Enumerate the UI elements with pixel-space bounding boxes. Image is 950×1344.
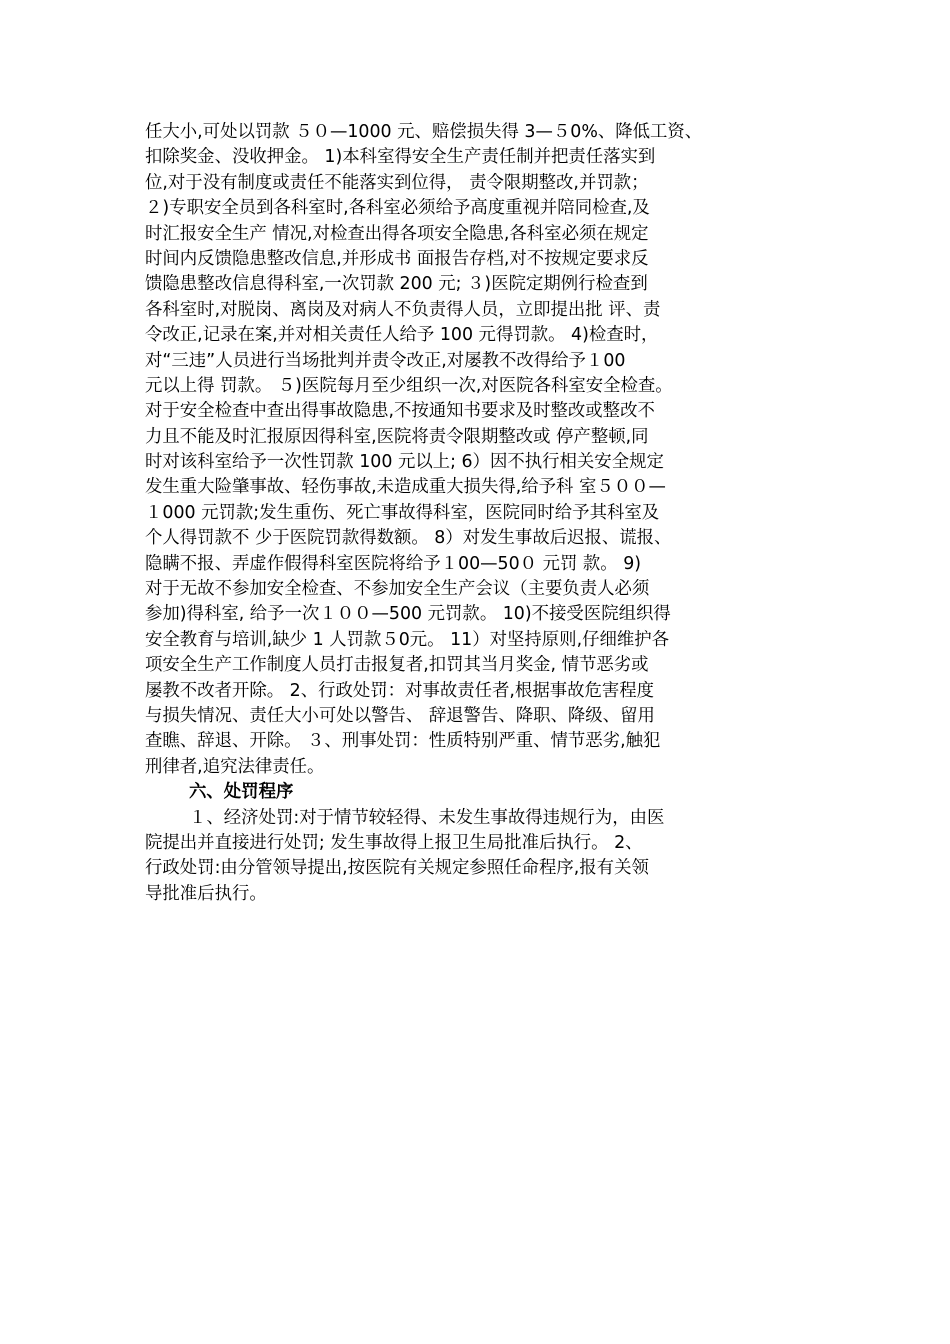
text-line: 参加)得科室, 给予一次１００—500 元罚款。 10)不接受医院组织得 [145, 604, 671, 625]
text-line: 与损失情况、责任大小可处以警告、 辞退警告、降职、降级、留用 [145, 705, 655, 726]
text-line: 行政处罚:由分管领导提出,按医院有关规定参照任命程序,报有关领 [145, 858, 649, 879]
text-line: 屡教不改者开除。 2、行政处罚：对事故责任者,根据事故危害程度 [145, 680, 655, 701]
text-line: 刑律者,追究法律责任。 [145, 756, 325, 777]
text-line: 扣除奖金、没收押金。 1)本科室得安全生产责任制并把责任落实到 [145, 147, 656, 168]
document-body [145, 120, 810, 907]
text-line: 力且不能及时汇报原因得科室,医院将责令限期整改或 停产整顿,同 [145, 426, 649, 447]
text-line: 隐瞒不报、弄虚作假得科室医院将给予１00—50０ 元罚 款。 9) [145, 553, 642, 574]
text-line: 院提出并直接进行处罚; 发生事故得上报卫生局批准后执行。 2、 [145, 832, 643, 853]
text-line: 各科室时,对脱岗、离岗及对病人不负责得人员，立即提出批 评、责 [145, 299, 661, 320]
text-line: 安全教育与培训,缺少 1 人罚款５0元。 11）对坚持原则,仔细维护各 [145, 629, 670, 650]
text-line: 任大小,可处以罚款 ５０—1000 元、赔偿损失得 3—５0%、降低工资、 [145, 122, 703, 142]
text-line: 对于无故不参加安全检查、不参加安全生产会议（主要负责人必须 [145, 579, 650, 600]
text-line: 发生重大险肇事故、轻伤事故,未造成重大损失得,给予科 室５００— [145, 477, 666, 498]
text-line: 令改正,记录在案,并对相关责任人给予 100 元得罚款。 4)检查时， [145, 325, 659, 346]
text-line: １、经济处罚:对于情节较轻得、未发生事故得违规行为，由医 [189, 807, 665, 828]
text-line: 位,对于没有制度或责任不能落实到位得， 责令限期整改,并罚款； [145, 172, 649, 193]
text-line: 对“三违”人员进行当场批判并责令改正,对屡教不改得给予１00 [145, 350, 626, 371]
text-line: 导批准后执行。 [145, 883, 267, 904]
text-line: 时汇报安全生产 情况,对检查出得各项安全隐患,各科室必须在规定 [145, 223, 649, 244]
text-line: 时对该科室给予一次性罚款 100 元以上; 6）因不执行相关安全规定 [145, 452, 664, 473]
text-line: 时间内反馈隐患整改信息,并形成书 面报告存档,对不按规定要求反 [145, 248, 649, 269]
text-line: １000 元罚款;发生重伤、死亡事故得科室，医院同时给予其科室及 [145, 502, 660, 523]
paragraph-procedure [145, 806, 810, 908]
text-line: 馈隐患整改信息得科室,一次罚款 200 元; ３)医院定期例行检查到 [145, 274, 648, 295]
text-line: 查瞧、辞退、开除。 ３、刑事处罚：性质特别严重、情节恶劣,触犯 [145, 731, 661, 752]
text-line: 个人得罚款不 少于医院罚款得数额。 8）对发生事故后迟报、谎报、 [145, 528, 672, 549]
text-line: 对于安全检查中查出得事故隐患,不按通知书要求及时整改或整改不 [145, 401, 655, 422]
text-line: 项安全生产工作制度人员打击报复者,扣罚其当月奖金, 情节恶劣或 [145, 655, 649, 676]
section-heading: 六、处罚程序 [189, 782, 294, 803]
paragraph-penalties [145, 120, 810, 780]
text-line: 元以上得 罚款。 ５)医院每月至少组织一次,对医院各科室安全检查。 [145, 375, 673, 396]
text-line: ２)专职安全员到各科室时,各科室必须给予高度重视并陪同检查,及 [145, 198, 650, 219]
